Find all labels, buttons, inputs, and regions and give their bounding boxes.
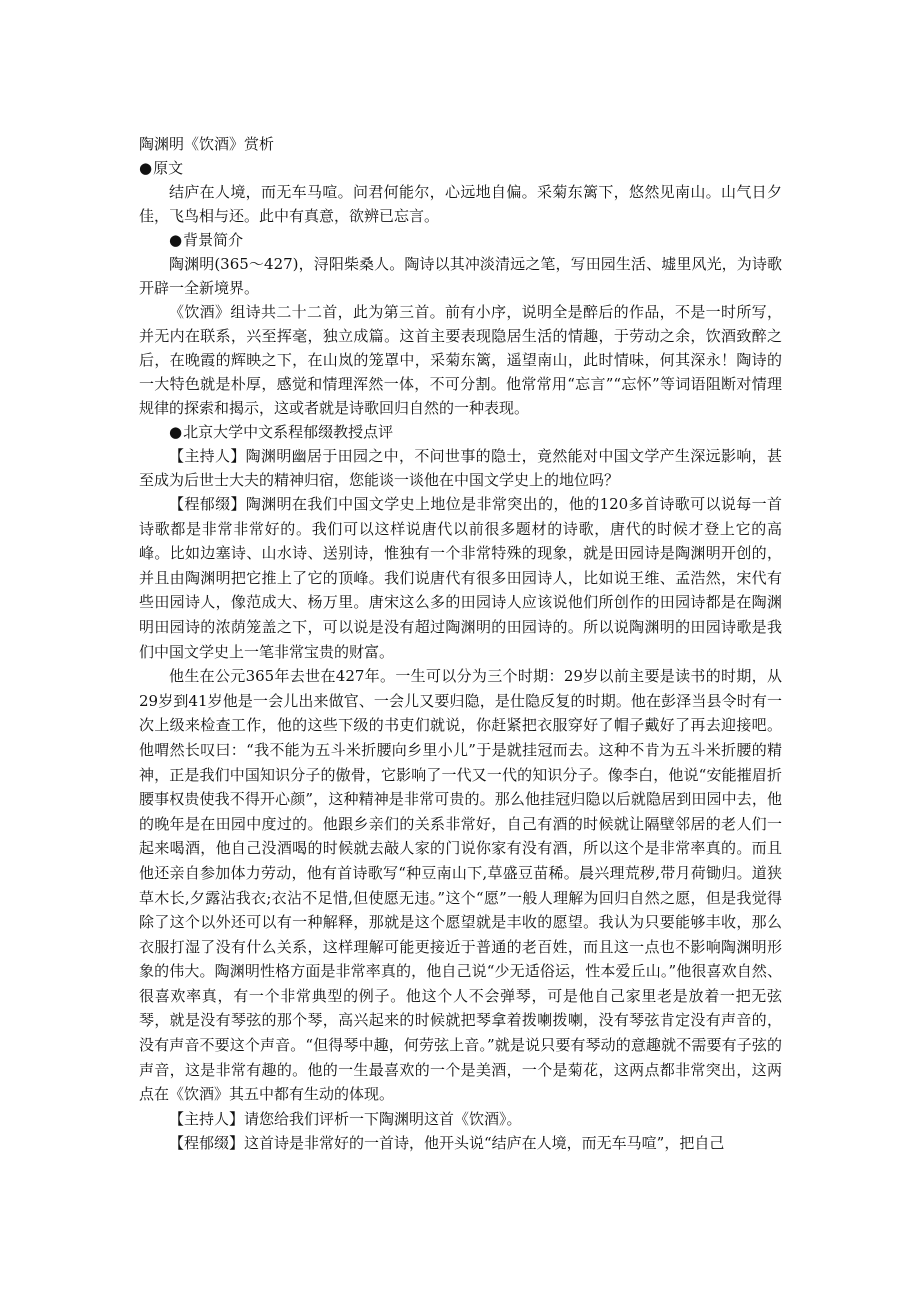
section-heading-background (139, 228, 782, 252)
bullet-icon: ● (139, 159, 153, 177)
question-text: 请您给我们评析一下陶渊明这首《饮酒》。 (244, 1109, 522, 1128)
speaker-label: 【主持人】 (169, 1109, 245, 1128)
speaker-label: 【程郁缀】 (169, 1133, 245, 1152)
answer-1-paragraph-1 (139, 492, 782, 664)
background-paragraph-1: 陶渊明(365～427)，浔阳柴桑人。陶诗以其冲淡清远之笔，写田园生活、墟里风光，为诗歌开辟一全新境界。 (139, 255, 782, 297)
answer-text: 陶渊明在我们中国文学史上地位是非常突出的，他的120多首诗歌可以说每一首诗歌都是非常非常好的。我们可以这样说唐代以前很多题材的诗歌，唐代的时候才登上它的高峰。比如边塞诗、山水诗、送别诗，惟独有一个非常特殊的现象，就是田园诗是陶渊明开创的，并且由陶渊明把它推上了它的顶峰。我们说唐代有很多田园诗人，比如说王维、孟浩然，宋代有些田园诗人，像范成大、杨万里。唐宋这么多的田园诗人应该说他们所创作的田园诗都是在陶渊明田园诗的浓荫笼盖之下，可以说是没有超过陶渊明的田园诗的。所以说陶渊明的田园诗歌是我们中国文学史上一笔非常宝贵的财富。 (139, 495, 782, 661)
host-question-2 (139, 1107, 782, 1131)
bullet-icon: ● (169, 423, 183, 441)
speaker-label: 【主持人】 (169, 447, 246, 465)
section-heading-original (139, 156, 782, 180)
host-question-1 (139, 444, 782, 492)
original-poem-text: 结庐在人境，而无车马喧。问君何能尔，心远地自偏。采菊东篱下，悠然见南山。山气日夕佳，飞鸟相与还。此中有真意，欲辨已忘言。 (139, 183, 782, 225)
section-heading-label: 背景简介 (183, 231, 244, 249)
background-paragraph-2: 《饮酒》组诗共二十二首，此为第三首。前有小序，说明全是醉后的作品，不是一时所写，并无内在联系，兴至挥毫，独立成篇。这首主要表现隐居生活的情趣，于劳动之余，饮酒致醉之后，在晚霞的辉映之下，在山岚的笼罩中，采菊东篱，遥望南山，此时情味，何其深永！陶诗的一大特色就是朴厚，感觉和情理浑然一体，不可分割。他常常用“忘言”“忘怀”等词语阻断对情理规律的探索和揭示，这或者就是诗歌回归自然的一种表现。 (139, 303, 782, 417)
section-heading-commentary (139, 420, 782, 444)
document-page (139, 132, 782, 1155)
section-heading-label: 原文 (153, 159, 184, 177)
answer-text: 这首诗是非常好的一首诗，他开头说“结庐在人境，而无车马喧”，把自己 (244, 1133, 725, 1152)
section-heading-label: 北京大学中文系程郁缀教授点评 (183, 423, 394, 441)
bullet-icon: ● (169, 231, 183, 249)
speaker-label: 【程郁缀】 (169, 495, 246, 513)
answer-2-paragraph (139, 1131, 782, 1155)
document-title: 陶渊明《饮酒》赏析 (139, 135, 275, 153)
answer-1-paragraph-2: 他生在公元365年去世在427年。一生可以分为三个时期：29岁以前主要是读书的时期，从29岁到41岁他是一会儿出来做官、一会儿又要归隐，是仕隐反复的时期。他在彭泽当县令时有一次上级来检查工作，他的这些下级的书吏们就说，你赶紧把衣服穿好了帽子戴好了再去迎接吧。他喟然长叹曰：“我不能为五斗米折腰向乡里小儿”于是就挂冠而去。这种不肯为五斗米折腰的精神，正是我们中国知识分子的傲骨，它影响了一代又一代的知识分子。像李白，他说“安能摧眉折腰事权贵使我不得开心颜”，这种精神是非常可贵的。那么他挂冠归隐以后就隐居到田园中去，他的晚年是在田园中度过的。他跟乡亲们的关系非常好，自己有酒的时候就让隔壁邻居的老人们一起来喝酒，他自己没酒喝的时候就去敲人家的门说你家有没有酒，所以这个是非常率真的。而且他还亲自参加体力劳动，他有首诗歌写“种豆南山下,草盛豆苗稀。晨兴理荒秽,带月荷锄归。道狭草木长,夕露沾我衣;衣沾不足惜,但使愿无违。”这个“愿”一般人理解为回归自然之愿，但是我觉得除了这个以外还可以有一种解释，那就是这个愿望就是丰收的愿望。我认为只要能够丰收，那么衣服打湿了没有什么关系，这样理解可能更接近于普通的老百姓，而且这一点也不影响陶渊明形象的伟大。陶渊明性格方面是非常率真的，他自己说“少无适俗运，性本爱丘山。”他很喜欢自然、很喜欢率真，有一个非常典型的例子。他这个人不会弹琴，可是他自己家里老是放着一把无弦琴，就是没有琴弦的那个琴，高兴起来的时候就把琴拿着拨喇拨喇，没有琴弦肯定没有声音的，没有声音不要这个声音。“但得琴中趣，何劳弦上音。”就是说只要有琴动的意趣就不需要有子弦的声音，这是非常有趣的。他的一生最喜欢的一个是美酒，一个是菊花，这两点都非常突出，这两点在《饮酒》其五中都有生动的体现。 (139, 667, 782, 1104)
question-text: 陶渊明幽居于田园之中，不问世事的隐士，竟然能对中国文学产生深远影响，甚至成为后世士大夫的精神归宿，您能谈一谈他在中国文学史上的地位吗？ (139, 447, 782, 489)
